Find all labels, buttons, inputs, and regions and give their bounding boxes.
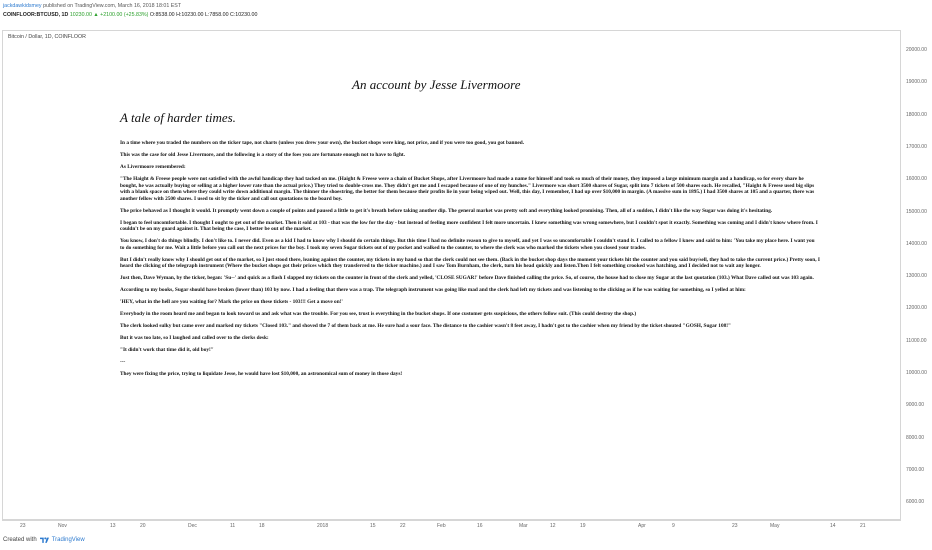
note-body: [120, 140, 820, 383]
note-paragraph: The price behaved as I thought it would. It promptly went down a couple of points and paused a little to get it's breath before taking another dip. The general market was pretty soft and everything looked promising. Then, all of a sudden, I didn't like the way Sugar was doing it's hesitating.: [120, 207, 773, 214]
publish-line: [3, 3, 181, 9]
publish-header: [0, 0, 932, 30]
note-paragraph: Everybody in the room heard me and began to look toward us and ask what was the trouble. For you see, trust is everything in the bucket shops. If one customer gets suspicious, the others follow suit. (This could destroy the shop.): [120, 311, 637, 317]
price-tick: 7000.00: [906, 466, 925, 473]
price-tick: 18000.00: [906, 111, 927, 118]
note-paragraph: Just then, Dave Wyman, by the ticker, began: 'Su--' and quick as a flash I slapped my tickets on the counter in front of the clerk and yelled, 'CLOSE SUGAR!' before Dave finished calling the price. So, of course, the house had to close my Sugar at the last quotation (103.) What Dave called out was 103 again.: [120, 275, 814, 281]
tradingview-brand[interactable]: TradingView: [51, 536, 85, 543]
price-change: ▲ +2100.00 (+25.83%): [93, 12, 149, 18]
symbol-label: COINFLOOR:BTCUSD, 1D: [3, 12, 69, 18]
note-paragraph: "The Haight & Freese people were not satisfied with the awful handicap they had tacked on me. (Haight & Freese were a chain of Bucket Shops, after Livermoore had made a name for himself and took so much of their money, they imposed a large minimum margin and a handicap, so for every share he bought, he was actually buying or selling at a higher lower rate than the actual price.) They tried to double-cross me. They didn't get me and I escaped because of one of my hunches." Livermore was short 3500 shares of Sugar, split into 7 tickets of 500 shares each. He recalled, "Haight & Freese used big slips with a blank space on them where they could write down additional margin. The thinner the shoestring, the better for them because their profits lie in your being wiped out. Well, this day, I remember, I had up over $10,000 in margin. (A massive sum in 1895.) I had 3500 shares at 105 and a quarter, there was another fellow with 2500 shares. I used to sit by the ticker and call out quotations to the board boy.: [120, 176, 815, 202]
footer: [3, 536, 85, 543]
price-axis[interactable]: [903, 30, 932, 520]
time-tick: Feb: [437, 523, 446, 529]
time-tick: 20: [140, 523, 146, 529]
time-tick: 14: [830, 523, 836, 529]
time-tick: 21: [860, 523, 866, 529]
time-tick: Nov: [58, 523, 67, 529]
price-tick: 11000.00: [906, 337, 927, 344]
note-paragraph: As Livermoore remembered:: [120, 164, 186, 170]
note-paragraph: I began to feel uncomfortable. I thought I ought to get out of the market. Then it sold at 103 - that was the low for the day - but instead of feeling more confident I felt more uncertain. I knew something was wrong somewhere, but I couldn't spot it exactly. Something was coming and I didn't know where from. I couldn't be on my guard against it. That being the case, I better be out of the market.: [120, 219, 818, 232]
time-tick: Apr: [638, 523, 646, 529]
tradingview-logo-icon: [40, 536, 49, 543]
time-axis[interactable]: [2, 520, 901, 533]
note-paragraph: But it was too late, so I laughed and called over to the clerks desk:: [120, 335, 269, 341]
note-paragraph: They were fixing the price, trying to liquidate Jesse, he would have lost $10,000, an astronomical sum of money in those days!: [120, 371, 403, 377]
note-paragraph: In a time where you traded the numbers on the ticker tape, not charts (unless you drew your own), the bucket shops were king, not price, and if you were too good, you got banned.: [120, 140, 525, 146]
note-paragraph: You know, I don't do things blindly. I don't like to. I never did. Even as a kid I had to know why I should do certain things. But this time I had no definite reason to give to myself, and yet I was so uncomfortable I couldn't stand it. I called to a fellow I knew and said to him: 'You take my place here. I want you to do something for me. Wait a little before you call out the next prices for the boy. I took my seven Sugar tickets out of my pocket and walked to the counter, to where the clerk was who marked the tickets when you closed your trades.: [120, 238, 815, 251]
ohlc-values: O:8538.00 H:10230.00 L:7858.00 C:10230.00: [149, 12, 258, 18]
price-tick: 20000.00: [906, 47, 927, 53]
time-tick: 23: [20, 523, 26, 529]
note-paragraph: 'HEY, what in the hell are you waiting for? Mark the price on these tickets - 103!!! Get a move on!': [120, 299, 343, 305]
symbol-line: [3, 12, 257, 18]
time-tick: 18: [259, 523, 265, 529]
time-tick: May: [770, 523, 780, 529]
note-subtitle: A tale of harder times.: [120, 110, 236, 125]
time-tick: 16: [477, 523, 483, 529]
time-tick: Mar: [519, 523, 528, 529]
time-tick: 22: [400, 523, 406, 529]
time-tick: Dec: [188, 523, 197, 529]
time-tick: 23: [732, 523, 738, 529]
note-paragraph: But I didn't really know why I should get out of the market, so I just stood there, leaning against the counter, my tickets in my hand so that the clerk could not see them. (Back in the bucket shop days the moment your tickets hit the counter and you said buy/sell, they had to take the current price.) Pretty soon, I heard the clicking of the telegraph instrument (Where the bucket shops got their prices which they transferred to the ticker machine.) and I saw Tom Burnham, the clerk, turn his head quickly and listen.Then I felt something crooked was hatching, and I decided not to wait any longer.: [120, 256, 820, 269]
time-tick: 15: [370, 523, 376, 529]
price-tick: 8000.00: [906, 434, 925, 441]
note-paragraph: This was the case for old Jesse Livermore, and the following is a story of the foes you are fortunate enough not to have to fight.: [120, 152, 405, 158]
price-tick: 13000.00: [906, 273, 927, 280]
created-with: Created with: [3, 536, 37, 543]
time-tick: 19: [580, 523, 586, 529]
time-tick: 11: [230, 523, 236, 529]
last-price: 10230.00: [69, 12, 92, 18]
price-tick: 16000.00: [906, 176, 927, 183]
price-tick: 19000.00: [906, 79, 927, 86]
price-tick: 15000.00: [906, 208, 927, 215]
note-paragraph: "It didn't work that time did it, old boy!": [120, 347, 214, 353]
time-tick: 2018: [317, 523, 329, 529]
price-tick: 9000.00: [906, 402, 925, 409]
time-tick: 12: [550, 523, 556, 529]
price-tick: 14000.00: [906, 240, 927, 247]
price-tick: 10000.00: [906, 370, 927, 376]
chart-legend: Bitcoin / Dollar, 1D, COINFLOOR: [8, 34, 87, 40]
publish-info: published on TradingView.com, March 16, 2018 18:01 EST: [43, 3, 182, 9]
time-tick: 9: [672, 523, 675, 529]
note-paragraph: The clerk looked sulky but came over and marked my tickets "Closed 103." and shoved the 7 of them back at me. He sure had a sour face. The distance to the cashier wasn't 8 feet away, I hadn't got to the cashier when my friend by the ticket shouted "GOSH, Sugar 108!": [120, 323, 731, 329]
time-tick: 13: [110, 523, 116, 529]
author-link[interactable]: jackdawkidsmey: [3, 3, 42, 9]
note-paragraph: According to my books, Sugar should have broken (lower than) 103 by now. I had a feeling that there was a trap. The telegraph instrument was going like mad and the clerk had left my tickets and was listening to the clicking as if he was waiting for something, so I yelled at him:: [120, 287, 746, 293]
price-tick: 12000.00: [906, 305, 927, 312]
price-tick: 17000.00: [906, 143, 927, 150]
note-paragraph: ---: [120, 359, 126, 365]
note-title: An account by Jesse Livermoore: [352, 77, 521, 92]
price-tick: 6000.00: [906, 499, 925, 506]
